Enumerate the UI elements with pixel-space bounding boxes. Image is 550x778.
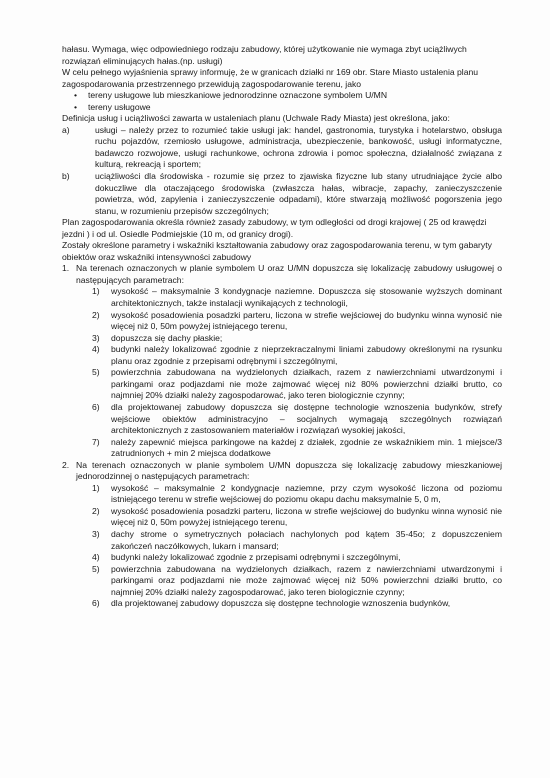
item-text: budynki należy lokalizować zgodnie z przepisami odrębnymi i szczególnymi, <box>111 552 401 563</box>
item-marker: 7) <box>92 436 100 447</box>
section-item <box>62 344 502 367</box>
definition-text: uciążliwości dla środowiska - rozumie się przez to zjawiska fizyczne lub stany utrudniające życie albo dokuczliwe dla otaczającego środowiska (zwłaszcza hałas, wibracje, zapachy, zanieczyszczenie powietrza, wód, zapylenia i zanieczyszczenie odpadami), które stwarzają możliwość pogorszenia jego stanu, w rozumieniu przepisów szczególnych; <box>95 171 502 216</box>
paragraph-plan: Plan zagospodarowania określa również zasady zabudowy, w tym odległości od drogi krajowej ( 25 od krawędzi jezdni ) i od ul. Osiedle Podmiejskie (10 m, od granicy drogi). <box>62 217 487 239</box>
item-text: powierzchnia zabudowana na wydzielonych działkach, razem z nawierzchniami utwardzonymi i parkingami oraz podjazdami nie może zajmować więcej niż 80% powierzchni działki brutto, co najmniej 20% działki należy zagospodarować, jako teren biologicznie czynny; <box>111 367 502 401</box>
section-intro <box>62 460 502 483</box>
item-marker: 4) <box>92 552 100 563</box>
section-item <box>62 506 502 529</box>
item-marker: 5) <box>92 367 100 378</box>
item-text: wysokość – maksymalnie 2 kondygnacje naziemne, przy czym wysokość liczona od poziomu istniejącego terenu w strefie wejściowej do poziomu okapu dachu maksymalnie 5, 0 m, <box>111 482 502 505</box>
section-item <box>62 402 502 437</box>
definition-marker: b) <box>62 171 70 182</box>
definition-intro: Definicja usług i uciążliwości zawarta w ustaleniach planu (Uchwale Rady Miasta) jest określona, jako: <box>62 113 450 124</box>
item-marker: 3) <box>92 332 100 343</box>
section-item <box>62 483 502 506</box>
item-text: powierzchnia zabudowana na wydzielonych działkach, razem z nawierzchniami utwardzonymi i parkingami oraz podjazdami nie może zajmować więcej niż 50% powierzchni działki brutto, co najmniej 20% działki należy zagospodarować, jako teren biologicznie czynny; <box>111 563 502 597</box>
item-text: dla projektowanej zabudowy dopuszcza się dostępne technologie wznoszenia budynków, strefy wejściowe obiektów administracyjno – socjalnych wymagają szczególnych rozwiązań architektonicznych z zastosowaniem materiałów i rozwiązań wysokiej jakości, <box>111 401 502 436</box>
definition-item <box>62 171 502 217</box>
section-item <box>62 310 502 333</box>
document-body <box>62 44 502 610</box>
section-item <box>62 333 502 345</box>
section-item <box>62 529 502 552</box>
section-item <box>62 286 502 309</box>
item-text: wysokość – maksymalnie 3 kondygnacje naziemne. Dopuszcza się stosowanie wyższych dominant architektonicznych, także instalacji wynikających z technologii, <box>111 286 502 309</box>
bullet-icon: • <box>74 101 78 112</box>
bullet-text: tereny usługowe <box>88 101 151 112</box>
section-marker: 2. <box>62 459 70 470</box>
list-item <box>62 102 502 114</box>
definition-text: usługi – należy przez to rozumieć takie usługi jak: handel, gastronomia, turystyka i hotelarstwo, obsługa ruchu pojazdów, rzemiosło usługowe, administracja, ubezpieczenie, bankowość, usługi informatyczne, badawczo rozwojowe, usługi rachunkowe, ochrona zdrowia i pomoc społeczna, działalność związana z kulturą, rekreacją i sportem; <box>95 124 502 170</box>
item-marker: 6) <box>92 598 100 609</box>
paragraph-parameters: Zostały określone parametry i wskaźniki kształtowania zabudowy oraz zagospodarowania terenu, w tym gabaryty obiektów oraz wskaźniki intensywności zabudowy <box>62 240 492 262</box>
item-text: budynki należy lokalizować zgodnie z nieprzekraczalnymi liniami zabudowy określonymi na rysunku planu oraz zgodnie z przepisami odrębnymi i szczególnymi, <box>111 344 502 366</box>
section-item <box>62 598 502 610</box>
definition-marker: a) <box>62 124 70 135</box>
item-text: dachy strome o symetrycznych połaciach nachylonych pod kątem 35-45o; z dopuszczeniem zakończeń naczółkowych, lukarn i mansard; <box>111 528 502 551</box>
section-item <box>62 564 502 599</box>
item-marker: 5) <box>92 563 100 574</box>
item-text: należy zapewnić miejsca parkingowe na każdej z działek, zgodnie ze wskaźnikiem min. 1 miejsce/3 zatrudnionych + min 2 miejsca dodatkowe <box>111 436 502 459</box>
item-text: wysokość posadowienia posadzki parteru, liczona w strefie wejściowej do budynku winna wynosić nie więcej niż 0, 50m powyżej istniejącego terenu, <box>111 505 502 528</box>
item-marker: 3) <box>92 528 100 539</box>
item-marker: 6) <box>92 401 100 412</box>
item-marker: 2) <box>92 309 100 320</box>
item-marker: 2) <box>92 505 100 516</box>
paragraph-hałas: hałasu. Wymaga, więc odpowiedniego rodzaju zabudowy, której użytkowanie nie wymaga zbyt uciążliwych rozwiązań eliminujących hałas.(np. usługi) <box>62 44 467 66</box>
bullet-text: tereny usługowe lub mieszkaniowe jednorodzinne oznaczone symbolem U/MN <box>88 90 388 101</box>
item-marker: 4) <box>92 344 100 355</box>
section-intro <box>62 263 502 286</box>
item-marker: 1) <box>92 482 100 493</box>
item-marker: 1) <box>92 286 100 297</box>
section-item <box>62 437 502 460</box>
section-intro-text: Na terenach oznaczonych w planie symbolem U oraz U/MN dopuszcza się lokalizację zabudowy usługowej o następujących parametrach: <box>76 263 502 285</box>
bullet-icon: • <box>74 90 78 101</box>
definition-item <box>62 125 502 171</box>
paragraph-explanation: W celu pełnego wyjaśnienia sprawy informuję, że w granicach działki nr 169 obr. Stare Miasto ustalenia planu zagospodarowania przestrzennego przewidują zagospodarowanie terenu, jako <box>62 67 479 89</box>
list-item <box>62 90 502 102</box>
item-text: dopuszcza się dachy płaskie; <box>111 332 223 343</box>
item-text: dla projektowanej zabudowy dopuszcza się dostępne technologie wznoszenia budynków, <box>111 598 451 609</box>
section-item <box>62 552 502 564</box>
item-text: wysokość posadowienia posadzki parteru, liczona w strefie wejściowej do budynku winna wynosić nie więcej niż 0, 50m powyżej istniejącego terenu, <box>111 309 502 332</box>
section-marker: 1. <box>62 263 70 274</box>
section-intro-text: Na terenach oznaczonych w planie symbolem U/MN dopuszcza się lokalizację zabudowy mieszkaniowej jednorodzinnej o następujących parametrach: <box>76 459 502 482</box>
section-item <box>62 367 502 402</box>
